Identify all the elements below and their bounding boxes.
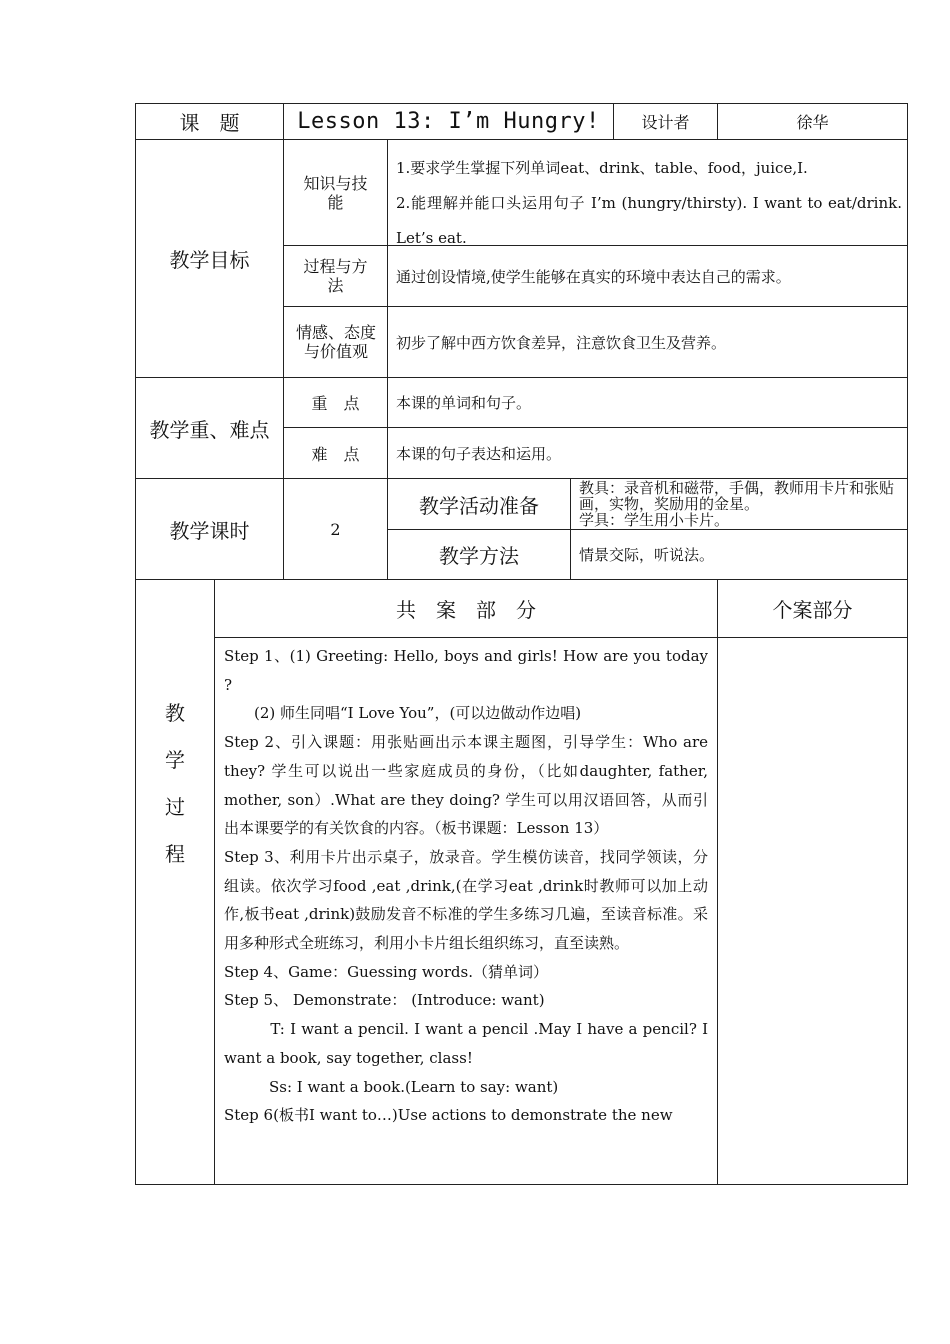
table-line: [570, 478, 571, 579]
prep-teacher-tools: 教具：录音机和磁带，手偶，教师用卡片和张贴画，实物，奖励用的金星。: [579, 479, 895, 513]
objectives-label: 教学目标: [169, 248, 250, 272]
lesson-title: Lesson 13: I’m Hungry!: [297, 109, 600, 134]
focus-label: 教学重、难点: [149, 417, 270, 442]
process-method-text: 通过创设情境,使学生能够在真实的环境中表达自己的需求。: [396, 267, 791, 286]
process-label-char: 学: [165, 748, 185, 772]
designer-label: 设计者: [641, 113, 690, 132]
emotion-label: 情感、态度与价值观: [295, 323, 376, 361]
process-label-char: 教: [165, 701, 185, 725]
shared-plan-content: [224, 642, 708, 1183]
table-border-right: [907, 103, 908, 1185]
difficult-point-text: 本课的句子表达和运用。: [396, 444, 562, 463]
step-line: Step 4、Game：Guessing words.（猜单词）: [224, 962, 548, 981]
process-label: [136, 690, 214, 878]
individual-plan-header: 个案部分: [772, 598, 853, 622]
shared-plan-header: 共 案 部 分: [396, 598, 536, 622]
step-line: Step 2、引入课题：用张贴画出示本课主题图，引导学生：Who are they? 学生可以说出一些家庭成员的身份，（比如daughter, father, mother, son）.What are they doing? 学生可以用汉语回答，从而引出本课要学的有关饮食的内容。（板书课题：Lesson 13）: [224, 733, 708, 838]
table-line: [214, 579, 215, 1185]
knowledge-content: [396, 151, 902, 256]
method-text: 情景交际，听说法。: [579, 546, 715, 564]
topic-label: 课 题: [179, 111, 240, 135]
key-point-label: 重 点: [311, 394, 360, 413]
step-line: T: I want a pencil. I want a pencil .May I have a pencil? I want a book, say together, class!: [224, 1020, 708, 1067]
prep-student-tools: 学具：学生用小卡片。: [579, 511, 730, 529]
knowledge-line-1: 1.要求学生掌握下列单词eat、drink、table、food，juice,I.: [396, 159, 808, 177]
knowledge-line-2: 2.能理解并能口头运用句子 I’m (hungry/thirsty). I want to eat/drink. Let’s eat.: [396, 194, 902, 247]
step-line: (2) 师生同唱“I Love You”，(可以边做动作边唱): [224, 704, 582, 723]
prep-content: [579, 480, 905, 528]
individual-plan-content: [718, 638, 907, 1184]
step-line: Step 1、(1) Greeting: Hello, boys and girls! How are you today ?: [224, 647, 708, 694]
process-method-label: 过程与方法: [303, 257, 368, 295]
step-line: Step 3、利用卡片出示桌子，放录音。学生模仿读音，找同学领读，分组读。依次学习food ,eat ,drink,(在学习eat ,drink时教师可以加上动作,板书eat ,drink)鼓励发音不标准的学生多练习几遍，至读音标准。采用多种形式全班练习，利用小卡片组长组织练习，直至读熟。: [224, 847, 708, 953]
hours-value: 2: [330, 519, 341, 539]
key-point-text: 本课的单词和句子。: [396, 394, 532, 412]
table-border-bottom: [135, 1184, 908, 1185]
difficult-point-label: 难 点: [311, 444, 360, 464]
step-line: Step 6(板书I want to…)Use actions to demonstrate the new: [224, 1106, 673, 1125]
process-label-char: 过: [165, 795, 185, 819]
step-line: Ss: I want a book.(Learn to say: want): [224, 1077, 559, 1096]
step-line: Step 5、 Demonstrate： (Introduce: want): [224, 991, 545, 1010]
method-label: 教学方法: [439, 544, 519, 568]
emotion-text: 初步了解中西方饮食差异，注意饮食卫生及营养。: [396, 333, 727, 352]
prep-label: 教学活动准备: [419, 493, 539, 518]
knowledge-label: 知识与技能: [303, 173, 368, 212]
process-label-char: 程: [165, 842, 185, 866]
hours-label: 教学课时: [169, 518, 250, 543]
designer-name: 徐华: [796, 113, 829, 132]
